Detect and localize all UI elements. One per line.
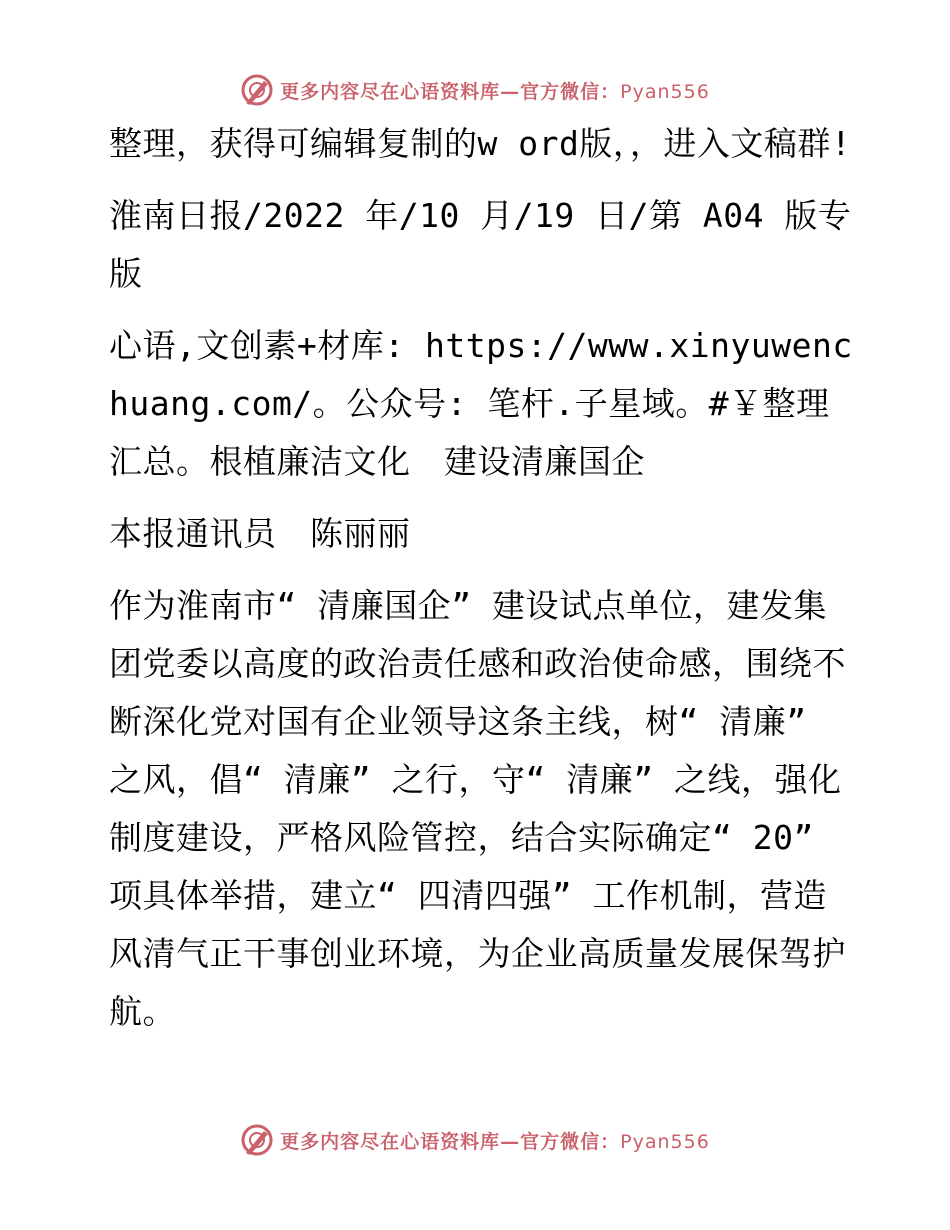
document-body (97, 115, 857, 1041)
byline: 本报通讯员 陈丽丽 (109, 514, 411, 553)
pen-logo-icon (240, 1123, 274, 1157)
source-line: 淮南日报/2022 年/10 月/19 日/第 A04 版专版 (109, 196, 852, 293)
intro-paragraph: 整理，获得可编辑复制的w ord版，，进入文稿群! (109, 124, 852, 163)
header-watermark-banner (0, 70, 950, 110)
pen-logo-icon (240, 73, 274, 107)
watermark-text: 更多内容尽在心语资料库—官方微信：Pyan556 (280, 80, 710, 103)
body-paragraph: 作为淮南市“ 清廉国企” 建设试点单位，建发集团党委以高度的政治责任感和政治使命感，围绕不断深化党对国有企业领导这条主线，树“ 清廉” 之风，倡“ 清廉” 之行，守“ 清廉” 之线，强化制度建设，严格风险管控，结合实际确定“ 20” 项具体举措，建立“ 四清四强” 工作机制，营造风清气正干事创业环境，为企业高质量发展保驾护航。 (109, 586, 846, 1031)
watermark-text: 更多内容尽在心语资料库—官方微信：Pyan556 (280, 1130, 710, 1153)
promo-title-paragraph: 心语,文创素+材库: https://www.xinyuwenchuang.com/。公众号: 笔杆.子星域。#￥整理汇总。根植廉洁文化 建设清廉国企 (109, 326, 853, 481)
footer-watermark-banner (0, 1120, 950, 1160)
wechat-id: Pyan556 (620, 80, 710, 103)
wechat-id: Pyan556 (620, 1130, 710, 1153)
